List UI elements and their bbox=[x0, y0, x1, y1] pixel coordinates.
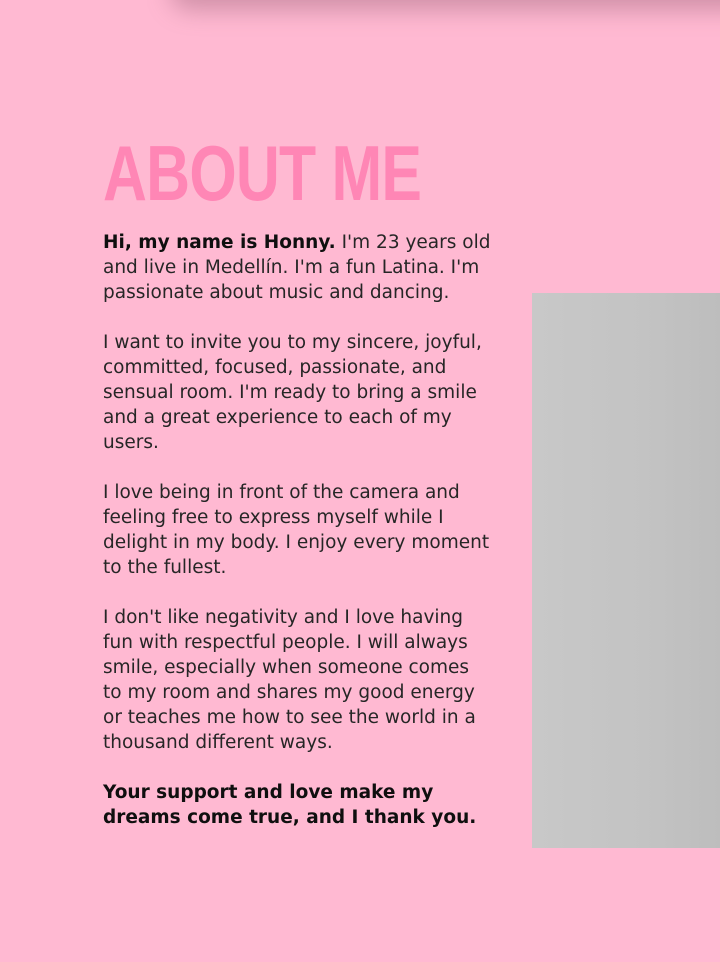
camera-paragraph: I love being in front of the camera and feeling free to express myself while I delight in my body. I enjoy every moment to the fullest. bbox=[103, 482, 490, 578]
photo-placeholder bbox=[532, 293, 720, 848]
invite-paragraph: I want to invite you to my sincere, joyful, committed, focused, passionate, and sensual room. I'm ready to bring a smile and a great experience to each of my users. bbox=[103, 332, 482, 453]
page-title: ABOUT ME bbox=[103, 129, 422, 217]
top-shadow-decoration bbox=[170, 0, 720, 10]
thanks-bold: Your support and love make my dreams come true, and I thank you. bbox=[103, 782, 477, 828]
intro-paragraph bbox=[103, 230, 493, 305]
intro-rest: I'm 23 years old and live in Medellín. I'm a fun Latina. I'm passionate about music and dancing. bbox=[103, 232, 491, 303]
intro-bold-name: Hi, my name is Honny. bbox=[103, 232, 336, 253]
about-text bbox=[103, 230, 493, 855]
thanks-paragraph bbox=[103, 780, 493, 830]
positivity-paragraph: I don't like negativity and I love having fun with respectful people. I will always smile, especially when someone comes to my room and shares my good energy or teaches me how to see the world in a thousand different ways. bbox=[103, 607, 476, 753]
